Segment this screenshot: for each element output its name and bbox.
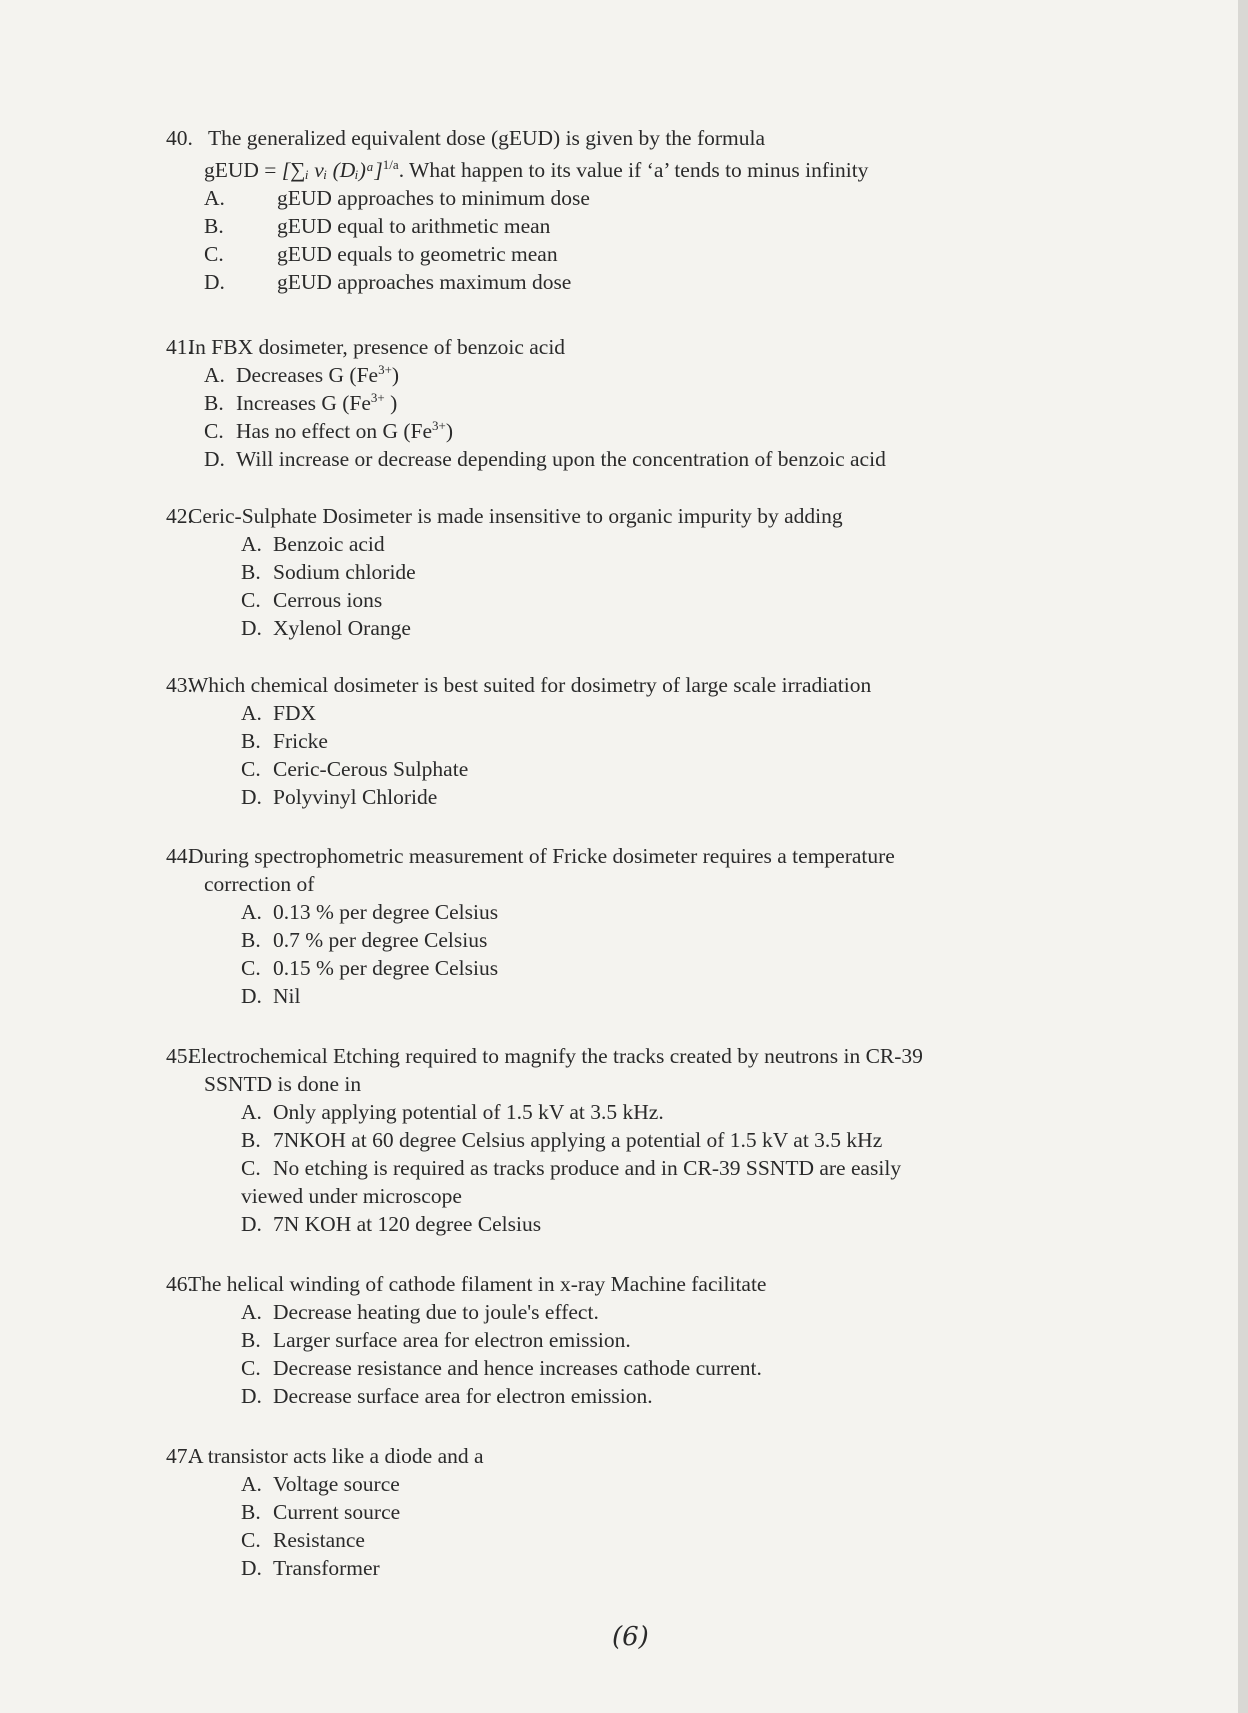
option-b: B. 0.7 % per degree Celsius bbox=[241, 928, 488, 952]
question-stem: 45.Electrochemical Etching required to magnify the tracks created by neutrons in CR-39 bbox=[166, 1044, 923, 1068]
option-b: B. Fricke bbox=[241, 729, 328, 753]
option-a: A. Decrease heating due to joule's effect. bbox=[241, 1300, 599, 1324]
option-c: C. Cerrous ions bbox=[241, 588, 383, 612]
option-a: A. FDX bbox=[241, 701, 317, 725]
question-stem: 41.In FBX dosimeter, presence of benzoic acid bbox=[166, 335, 566, 359]
option-a: A. 0.13 % per degree Celsius bbox=[241, 900, 499, 924]
scan-edge-shadow bbox=[1238, 0, 1248, 1713]
question-stem: 40. The generalized equivalent dose (gEUD) is given by the formula bbox=[166, 126, 766, 150]
question-stem: 46.The helical winding of cathode filament in x-ray Machine facilitate bbox=[166, 1272, 767, 1296]
formula-exponent: 1/a bbox=[382, 156, 399, 172]
option-c: C. Ceric-Cerous Sulphate bbox=[241, 757, 469, 781]
question-stem: 42.Ceric-Sulphate Dosimeter is made insensitive to organic impurity by adding bbox=[166, 504, 843, 528]
option-b: B. gEUD equal to arithmetic mean bbox=[204, 214, 551, 238]
option-d: D. 7N KOH at 120 degree Celsius bbox=[241, 1212, 542, 1236]
option-a: A. Decreases G $(Fe^{3+})$ bbox=[204, 361, 400, 387]
question-stem: 44.During spectrophometric measurement of Fricke dosimeter requires a temperature bbox=[166, 844, 895, 868]
question-41 bbox=[166, 333, 886, 473]
question-40 bbox=[166, 124, 868, 296]
option-b: B. Current source bbox=[241, 1500, 401, 1524]
option-a: A. gEUD approaches to minimum dose bbox=[204, 186, 590, 210]
option-c-continued: viewed under microscope bbox=[241, 1184, 462, 1208]
geud-formula: [∑ᵢ vᵢ (Dᵢ)ᵃ] bbox=[281, 158, 383, 182]
option-b: B. Increases G ($Fe^{3+}$ ) bbox=[204, 389, 398, 415]
option-a: A. Only applying potential of 1.5 kV at 3.5 kHz. bbox=[241, 1100, 664, 1124]
page-number: (6) bbox=[612, 1622, 649, 1652]
option-c: C. Has no effect on G $(Fe^{3+})$ bbox=[204, 417, 454, 443]
option-b: B. 7NKOH at 60 degree Celsius applying a potential of 1.5 kV at 3.5 kHz bbox=[241, 1128, 883, 1152]
option-d: D. Will increase or decrease depending upon the concentration of benzoic acid bbox=[204, 447, 886, 471]
question-47 bbox=[166, 1442, 484, 1582]
option-c: C. Resistance bbox=[241, 1528, 365, 1552]
option-c: C. gEUD equals to geometric mean bbox=[204, 242, 558, 266]
question-stem: 47.A transistor acts like a diode and a bbox=[166, 1444, 484, 1468]
option-c: C. Decrease resistance and hence increases cathode current. bbox=[241, 1356, 762, 1380]
question-stem: 43.Which chemical dosimeter is best suited for dosimetry of large scale irradiation bbox=[166, 673, 872, 697]
option-d: D. gEUD approaches maximum dose bbox=[204, 270, 572, 294]
option-d: D. Decrease surface area for electron emission. bbox=[241, 1384, 653, 1408]
question-45 bbox=[166, 1042, 923, 1238]
question-42 bbox=[166, 502, 843, 642]
option-a: A. Voltage source bbox=[241, 1472, 400, 1496]
option-b: B. Larger surface area for electron emission. bbox=[241, 1328, 631, 1352]
question-43 bbox=[166, 671, 871, 811]
question-stem-continued: correction of bbox=[204, 872, 315, 896]
option-d: D. Nil bbox=[241, 984, 301, 1008]
option-b: B. Sodium chloride bbox=[241, 560, 416, 584]
option-d: D. Xylenol Orange bbox=[241, 616, 411, 640]
option-c: C. 0.15 % per degree Celsius bbox=[241, 956, 499, 980]
question-46 bbox=[166, 1270, 766, 1410]
formula-line: gEUD = [∑ᵢ vᵢ (Dᵢ)ᵃ]$^{1/a}$. What happen to its value if ‘a’ tends to minus infinity bbox=[204, 156, 869, 182]
question-44 bbox=[166, 842, 895, 1010]
option-c: C. No etching is required as tracks produce and in CR-39 SSNTD are easily bbox=[241, 1156, 902, 1180]
option-a: A. Benzoic acid bbox=[241, 532, 385, 556]
question-stem-continued: SSNTD is done in bbox=[204, 1072, 362, 1096]
option-d: D. Transformer bbox=[241, 1556, 380, 1580]
option-d: D. Polyvinyl Chloride bbox=[241, 785, 438, 809]
